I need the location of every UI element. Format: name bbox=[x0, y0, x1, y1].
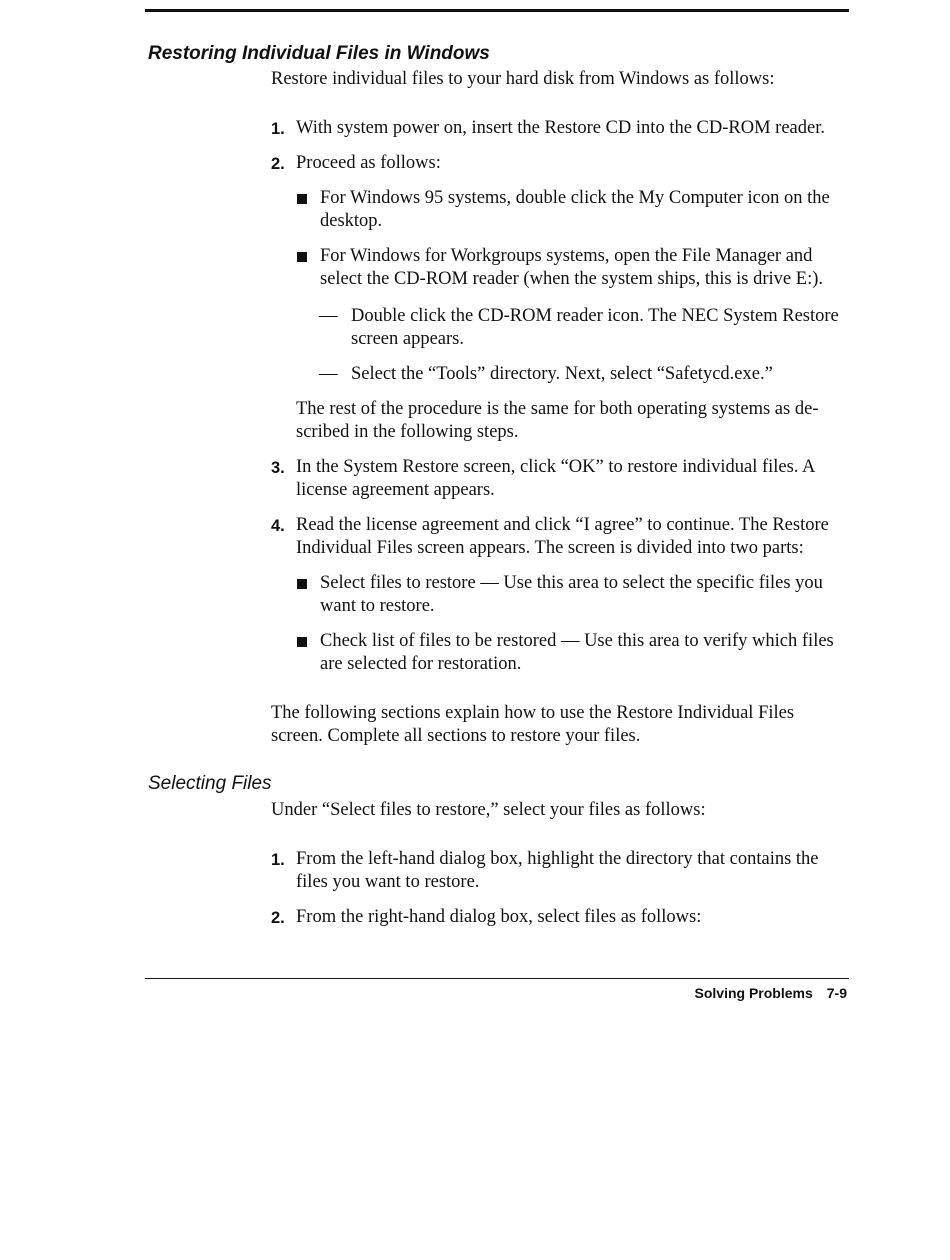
footer-chapter-title: Solving Problems bbox=[694, 985, 813, 1001]
procedure-note: The rest of the procedure is the same for both operating systems as described in the following steps. bbox=[296, 399, 819, 442]
bullet-text: For Windows for Workgroups systems, open the File Manager and select the CD-ROM reader (when the system ships, this is drive E:). bbox=[320, 246, 823, 289]
section-heading-restoring: Restoring Individual Files in Windows bbox=[148, 43, 490, 64]
step-number: 2. bbox=[271, 155, 285, 173]
section-heading-selecting-files: Selecting Files bbox=[148, 773, 272, 794]
bullet-text: For Windows 95 systems, double click the My Computer icon on the desktop. bbox=[320, 188, 830, 231]
square-bullet-icon bbox=[297, 579, 307, 589]
step-number: 1. bbox=[271, 851, 285, 869]
step-text: From the right-hand dialog box, select files as follows: bbox=[296, 907, 702, 927]
step-text: In the System Restore screen, click “OK” to restore individual files. A license agreement appears. bbox=[296, 457, 815, 500]
step-text: Read the license agreement and click “I agree” to continue. The Restore Individual Files screen appears. The screen is divided into two parts: bbox=[296, 515, 829, 558]
step-number: 4. bbox=[271, 517, 285, 535]
dash-item-text: Double click the CD-ROM reader icon. The NEC System Restore screen appears. bbox=[351, 306, 839, 349]
footer-page-number: 7-9 bbox=[826, 985, 847, 1001]
step-number: 3. bbox=[271, 459, 285, 477]
em-dash-marker: — bbox=[319, 306, 338, 326]
page-footer bbox=[695, 985, 847, 1001]
em-dash-marker: — bbox=[319, 364, 338, 384]
section-intro: Under “Select files to restore,” select your files as follows: bbox=[271, 800, 706, 820]
step-number: 2. bbox=[271, 909, 285, 927]
section-intro: Restore individual files to your hard disk from Windows as follows: bbox=[271, 69, 775, 89]
square-bullet-icon bbox=[297, 194, 307, 204]
step-text: Proceed as follows: bbox=[296, 153, 441, 173]
step-text: With system power on, insert the Restore CD into the CD-ROM reader. bbox=[296, 118, 825, 138]
square-bullet-icon bbox=[297, 637, 307, 647]
square-bullet-icon bbox=[297, 252, 307, 262]
dash-item-text: Select the “Tools” directory. Next, select “Safetycd.exe.” bbox=[351, 364, 773, 384]
bottom-rule bbox=[145, 978, 849, 979]
closing-paragraph: The following sections explain how to use the Restore Individual Files screen. Complete all sections to restore your files. bbox=[271, 703, 795, 746]
top-rule bbox=[145, 9, 849, 12]
step-text: From the left-hand dialog box, highlight the directory that contains the files you want to restore. bbox=[296, 849, 819, 892]
bullet-text: Check list of files to be restored — Use this area to verify which files are selected for restoration. bbox=[320, 631, 834, 674]
bullet-text: Select files to restore — Use this area to select the specific files you want to restore. bbox=[320, 573, 823, 616]
step-number: 1. bbox=[271, 120, 285, 138]
